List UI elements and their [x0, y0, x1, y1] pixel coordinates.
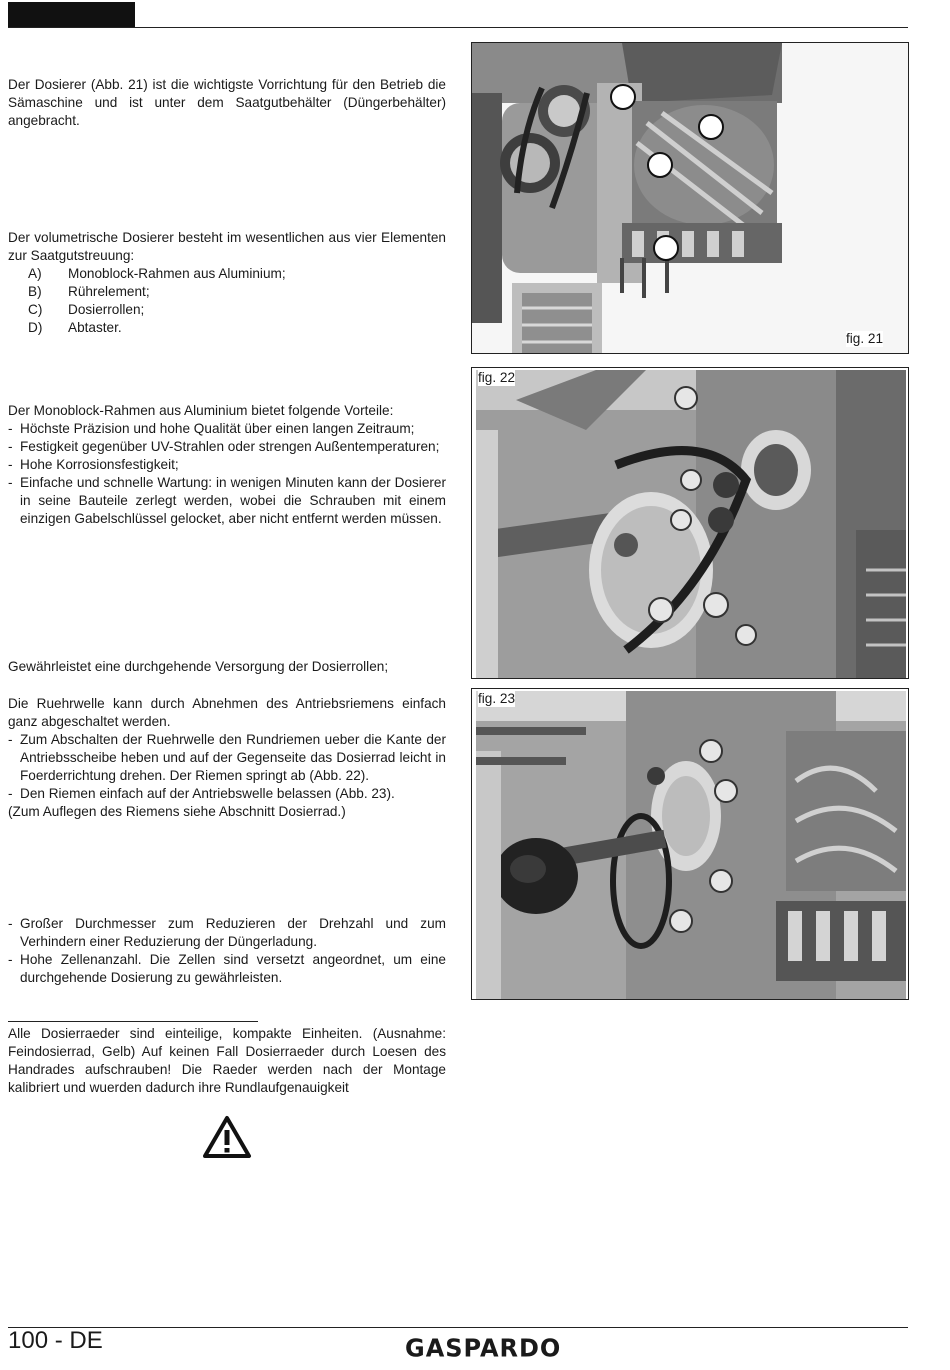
list-item: - Großer Durchmesser zum Reduzieren der Drehzahl und zum Verhindern einer Reduzierung der Düngerladung.	[8, 915, 446, 951]
list-item: D) Abtaster.	[28, 320, 122, 335]
figure-21-image	[472, 43, 908, 353]
list-item: - Einfache und schnelle Wartung: in wenigen Minuten kann der Dosierer in seine Bauteile zerlegt werden, wobei die Schrauben mit einem einzigen Gabelschlüssel gelocket, aber nicht entfernt werden müssen.	[8, 474, 446, 528]
list-item: - Zum Abschalten der Ruehrwelle den Rundriemen ueber die Kante der Antriebsscheibe heben und auf der Gegenseite das Dosierrad leicht in Foerderrichtung drehen. Der Riemen springt ab (Abb. 22).	[8, 731, 446, 785]
figure-22	[471, 367, 909, 679]
figure-21-label: fig. 21	[846, 331, 884, 346]
brand-logo: GASPARDO	[405, 1333, 562, 1363]
stirrer-note: (Zum Auflegen des Riemens siehe Abschnitt Dosierrad.)	[8, 804, 346, 819]
section-divider	[8, 1021, 258, 1022]
monoblock-section	[8, 402, 446, 528]
figure-23-label: fig. 23	[478, 691, 516, 706]
list-item: - Festigkeit gegenüber UV-Strahlen oder strengen Außentemperaturen;	[8, 438, 446, 456]
page-number: 100 - DE	[8, 1327, 103, 1354]
supply-paragraph: Gewährleistet eine durchgehende Versorgung der Dosierrollen;	[8, 659, 389, 674]
figure-23-image	[476, 691, 906, 999]
stirrer-text: Die Ruehrwelle kann durch Abnehmen des Antriebsriemens einfach ganz abgeschaltet werden.	[8, 696, 446, 729]
figure-22-label: fig. 22	[478, 370, 516, 385]
figure-22-image	[476, 370, 906, 678]
list-item: B) Rührelement;	[28, 284, 150, 299]
monoblock-text: Der Monoblock-Rahmen aus Aluminium bietet folgende Vorteile:	[8, 403, 394, 418]
rollers-section	[8, 915, 446, 987]
header-rule	[8, 27, 908, 28]
figure-23	[471, 688, 909, 1000]
warning-icon	[202, 1115, 252, 1159]
figure-21	[471, 42, 909, 354]
list-item: - Hohe Zellenanzahl. Die Zellen sind versetzt angeordnet, um eine durchgehende Dosierung zu gewährleisten.	[8, 951, 446, 987]
intro-paragraph: Der Dosierer (Abb. 21) ist die wichtigste Vorrichtung für den Betrieb die Sämaschine und ist unter dem Saatgutbehälter (Düngerbehälter) angebracht.	[8, 77, 446, 128]
volumetric-section	[8, 229, 446, 337]
list-item: - Hohe Korrosionsfestigkeit;	[8, 456, 446, 474]
stirrer-section	[8, 695, 446, 821]
footer-rule	[8, 1327, 908, 1328]
volumetric-text: Der volumetrische Dosierer besteht im wesentlichen aus vier Elementen zur Saatgutstreuung:	[8, 230, 446, 263]
wheels-note: Alle Dosierraeder sind einteilige, kompakte Einheiten. (Ausnahme: Feindosierrad, Gelb) Auf keinen Fall Dosierraeder durch Loesen des Handrades aufschrauben! Die Raeder werden nach der Montage kalibriert und wuerden dadurch ihre Rundlaufgenauigkeit	[8, 1026, 446, 1095]
list-item: - Den Riemen einfach auf der Antriebswelle belassen (Abb. 23).	[8, 785, 446, 803]
header-block	[8, 2, 135, 27]
list-item: C) Dosierrollen;	[28, 302, 145, 317]
list-item: - Höchste Präzision und hohe Qualität über einen langen Zeitraum;	[8, 420, 446, 438]
list-item: A) Monoblock-Rahmen aus Aluminium;	[28, 266, 286, 281]
